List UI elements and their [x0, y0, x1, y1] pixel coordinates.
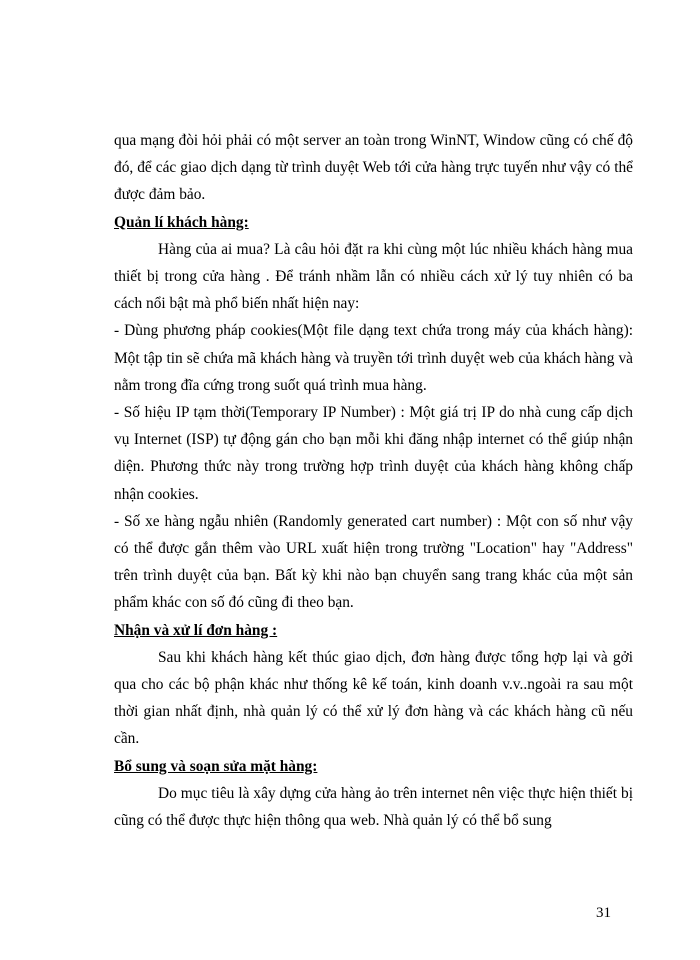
bullet-temporary-ip: - Số hiệu IP tạm thời(Temporary IP Number) : Một giá trị IP do nhà cung cấp dịch vụ Internet (ISP) tự động gán cho bạn mỗi khi đăng nhập internet có thể giúp nhận diện. Phương thức này trong trường hợp trình duyệt của khách hàng không chấp nhận cookies. — [114, 404, 633, 503]
heading-customer-management: Quản lí khách hàng: — [114, 213, 249, 231]
paragraph-product-editing: Do mục tiêu là xây dựng cửa hàng ảo trên internet nên việc thực hiện thiết bị cũng có thể được thực hiện thông qua web. Nhà quản lý có thể bổ sung — [114, 784, 633, 830]
heading-order-processing: Nhận và xử lí đơn hàng : — [114, 621, 278, 639]
paragraph-continuation: qua mạng đòi hỏi phải có một server an toàn trong WinNT, Window cũng có chế độ đó, để các giao dịch dạng từ trình duyệt Web tới cửa hàng trực tuyến như vậy có thể được đảm bảo. — [114, 132, 633, 204]
heading-product-editing: Bổ sung và soạn sửa mặt hàng: — [114, 757, 318, 775]
paragraph-order-processing: Sau khi khách hàng kết thúc giao dịch, đơn hàng được tổng hợp lại và gởi qua cho các bộ phận khác như thống kê kế toán, kinh doanh v.v..ngoài ra sau một thời gian nhất định, nhà quản lý có thể xử lý đơn hàng và các khách hàng cũ nếu cần. — [114, 648, 633, 748]
bullet-random-cart-number: - Số xe hàng ngẫu nhiên (Randomly generated cart number) : Một con số như vậy có thể được gắn thêm vào URL xuất hiện trong trường "Location" hay "Address" trên trình duyệt của bạn. Bất kỳ khi nào bạn chuyển sang trang khác của một sản phẩm khác con số đó cũng đi theo bạn. — [114, 512, 633, 612]
bullet-cookies: - Dùng phương pháp cookies(Một file dạng text chứa trong máy của khách hàng): Một tập tin sẽ chứa mã khách hàng và truyền tới trình duyệt web của khách hàng và nằm trong đĩa cứng trong suốt quá trình mua hàng. — [114, 322, 633, 394]
page-number: 31 — [596, 905, 611, 921]
document-body — [114, 127, 633, 834]
paragraph-customer-question: Hàng của ai mua? Là câu hỏi đặt ra khi cùng một lúc nhiều khách hàng mua thiết bị trong cửa hàng . Để tránh nhầm lẫn có nhiều cách xử lý tuy nhiên có ba cách nổi bật mà phổ biến nhất hiện nay: — [114, 240, 633, 313]
